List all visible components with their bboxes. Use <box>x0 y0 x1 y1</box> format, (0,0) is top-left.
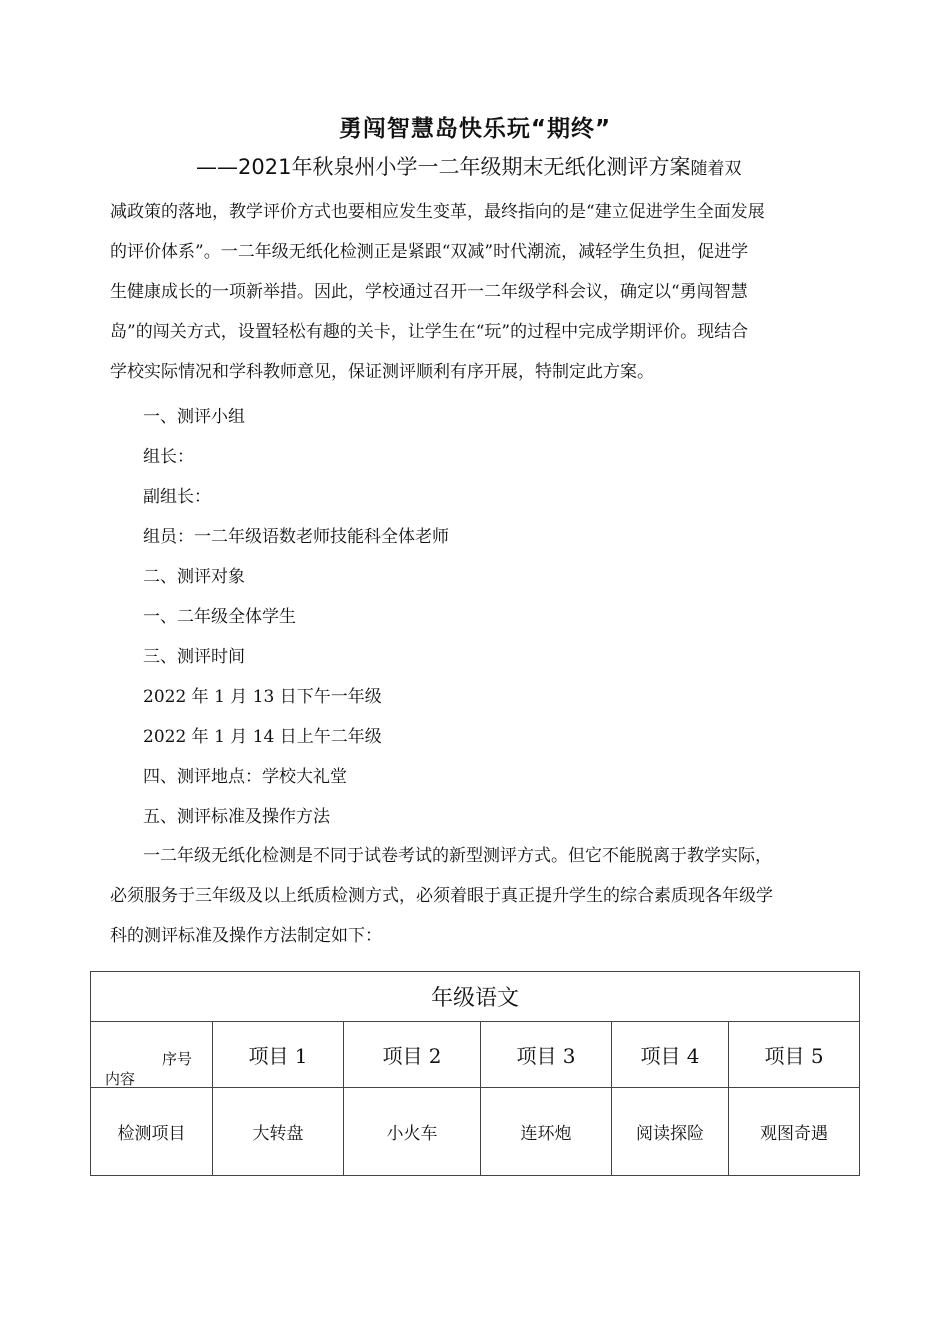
table-header-cell: 项目 3 <box>481 1022 612 1088</box>
target-line: 一、二年级全体学生 <box>143 607 296 627</box>
leader-line: 组长： <box>143 447 194 467</box>
table-cell: 大转盘 <box>213 1088 344 1176</box>
time-heading: 三、测评时间 <box>143 647 245 667</box>
subtitle-line <box>196 151 741 181</box>
method-line: 科的测评标准及操作方法制定如下： <box>110 926 382 946</box>
place-line: 四、测评地点：学校大礼堂 <box>143 767 347 787</box>
time-line-1: 2022 年 1 月 13 日下午一年级 <box>143 687 382 707</box>
method-line: 一二年级无纸化检测是不同于试卷考试的新型测评方式。但它不能脱离于教学实际， <box>143 846 772 866</box>
intro-line: 减政策的落地，教学评价方式也要相应发生变革，最终指向的是“建立促进学生全面发展 <box>110 202 765 222</box>
table-header-cell: 项目 1 <box>213 1022 344 1088</box>
intro-line: 岛”的闯关方式，设置轻松有趣的关卡，让学生在“玩”的过程中完成学期评价。现结合 <box>110 322 749 342</box>
table-header-cell: 项目 5 <box>729 1022 860 1088</box>
time-line-2: 2022 年 1 月 14 日上午二年级 <box>143 727 382 747</box>
method-paragraph <box>110 836 860 956</box>
document-title: 勇闯智慧岛快乐玩“期终” <box>338 116 612 142</box>
intro-line: 学校实际情况和学科教师意见，保证测评顺利有序开展，特制定此方案。 <box>110 362 654 382</box>
table-corner-cell <box>91 1022 213 1088</box>
table-row-label: 检测项目 <box>91 1088 213 1176</box>
corner-bottom-label: 内容 <box>105 1070 136 1088</box>
table-cell: 阅读探险 <box>612 1088 729 1176</box>
members-line: 组员：一二年级语数老师技能科全体老师 <box>143 527 449 547</box>
method-line: 必须服务于三年级及以上纸质检测方式，必须着眼于真正提升学生的综合素质现各年级学 <box>110 886 773 906</box>
method-heading: 五、测评标准及操作方法 <box>143 807 330 827</box>
group-heading: 一、测评小组 <box>143 407 245 427</box>
target-heading: 二、测评对象 <box>143 567 245 587</box>
intro-line: 生健康成长的一项新举措。因此，学校通过召开一二年级学科会议，确定以“勇闯智慧 <box>110 282 748 302</box>
table-header-cell: 项目 2 <box>344 1022 481 1088</box>
intro-line: 的评价体系”。一二年级无纸化检测正是紧跟“双减”时代潮流，减轻学生负担，促进学 <box>110 242 749 262</box>
grade-table <box>90 971 860 1176</box>
table-cell: 连环炮 <box>481 1088 612 1176</box>
table-caption: 年级语文 <box>91 972 860 1022</box>
deputy-line: 副组长： <box>143 487 211 507</box>
subtitle-tail-text: 随着双 <box>690 159 742 179</box>
corner-top-label: 序号 <box>161 1050 192 1068</box>
table-cell: 小火车 <box>344 1088 481 1176</box>
table-cell: 观图奇遇 <box>729 1088 860 1176</box>
table-header-cell: 项目 4 <box>612 1022 729 1088</box>
intro-paragraph <box>110 192 860 392</box>
document-subtitle: ——2021年秋泉州小学一二年级期末无纸化测评方案 <box>196 155 691 179</box>
